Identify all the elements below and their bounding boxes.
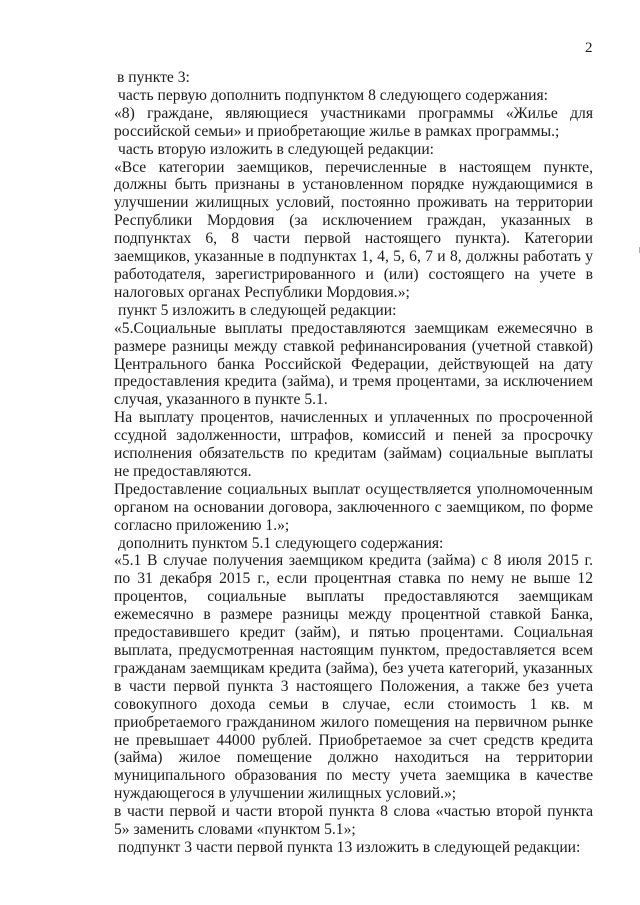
paragraph-5: «Все категории заемщиков, перечисленные в настоящем пункте, должны быть признаны в установленном порядке нуждающимися в улучшении жилищных условий, постоянно проживать на территории Республики Мордовия (за исключением граждан, указанных в подпунктах 6, 8 части первой настоящего пункта). Категории заемщиков, указанные в подпунктах 1, 4, 5, 6, 7 и 8, должны работать у работодателя, зарегистрированного и (или) состоящего на учете в налоговых органах Республики Мордовия.»; bbox=[114, 158, 593, 301]
page-number: 2 bbox=[585, 40, 593, 56]
paragraph-3: «8) граждане, являющиеся участниками программы «Жилье для российской семьи» и приобретающие жилье в рамках программы.; bbox=[114, 104, 593, 140]
paragraph-7: «5.Социальные выплаты предоставляются заемщикам ежемесячно в размере разницы между ставкой рефинансирования (учетной ставкой) Центрального банка Российской Федерации, действующей на дату предоставления кредита (займа), и тремя процентами, за исключением случая, указанного в пункте 5.1. bbox=[114, 319, 593, 409]
paragraph-4: часть вторую изложить в следующей редакции: bbox=[118, 140, 435, 158]
paragraph-1: в пункте 3: bbox=[117, 69, 190, 86]
paragraph-12: в части первой и части второй пункта 8 слова «частью второй пункта 5» заменить словами «пунктом 5.1»; bbox=[114, 803, 593, 839]
document-body bbox=[114, 69, 593, 857]
paragraph-13: подпункт 3 части первой пункта 13 изложить в следующей редакции: bbox=[118, 838, 581, 856]
paragraph-8: На выплату процентов, начисленных и уплаченных по просроченной ссудной задолженности, штрафов, комиссий и пеней за просрочку исполнения обязательств по кредитам (займам) социальные выплаты не предоставляются. bbox=[114, 409, 593, 480]
paragraph-9: Предоставление социальных выплат осуществляется уполномоченным органом на основании договора, заключенного с заемщиком, по форме согласно приложению 1.»; bbox=[114, 480, 593, 534]
paragraph-10: дополнить пунктом 5.1 следующего содержания: bbox=[118, 534, 444, 552]
paragraph-2: часть первую дополнить подпунктом 8 следующего содержания: bbox=[118, 86, 549, 104]
paragraph-6: пункт 5 изложить в следующей редакции: bbox=[118, 301, 397, 319]
paragraph-11: «5.1 В случае получения заемщиком кредита (займа) с 8 июля 2015 г. по 31 декабря 2015 г., если процентная ставка по нему не выше 12 процентов, социальные выплаты предоставляются заемщикам ежемесячно в размере разницы между процентной ставкой Банка, предоставившего кредит (займ), и пятью процентами. Социальная выплата, предусмотренная настоящим пунктом, предоставляется всем гражданам заемщикам кредита (займа), без учета категорий, указанных в части первой пункта 3 настоящего Положения, а также без учета совокупного дохода семьи в случае, если стоимость 1 кв. м приобретаемого гражданином жилого помещения на первичном рынке не превышает 44000 рублей. Приобретаемое за счет средств кредита (займа) жилое помещение должно находиться на территории муниципального образования по месту учета заемщика в качестве нуждающегося в улучшении жилищных условий.»; bbox=[114, 552, 593, 803]
